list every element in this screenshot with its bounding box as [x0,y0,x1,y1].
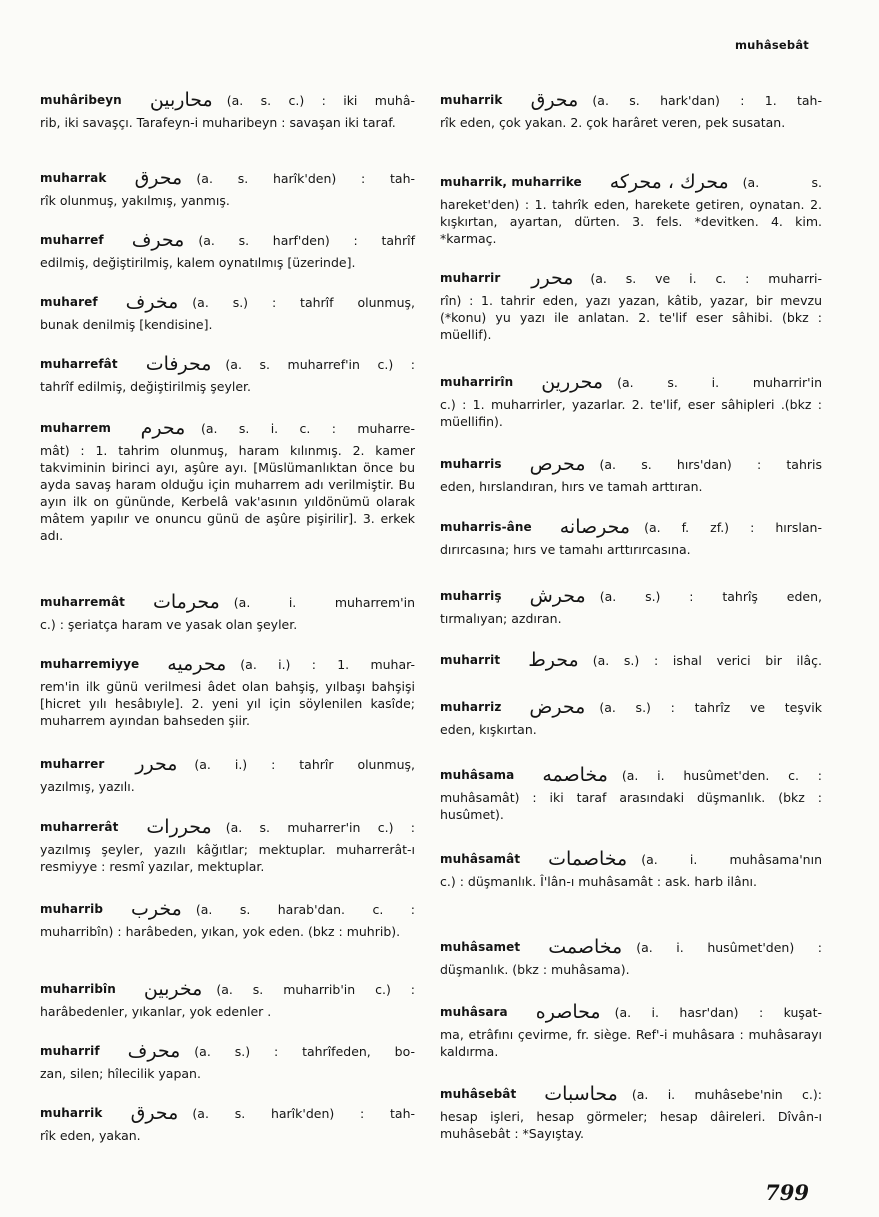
entry-grammar-info: (a. f. zf.) : hırslan- [644,519,822,535]
dictionary-entry [440,370,822,430]
entry-head-line [440,266,822,290]
entry-arabic-script: محرق [130,1102,179,1124]
entry-arabic-script: محاسبات [544,1083,618,1105]
dictionary-entry [40,590,415,633]
entry-definition: mât) : 1. tahrim olunmuş, haram kılınmış. 2. kamer takviminin birinci ayı, aşûre ayı. [Müslümanlıktan önce bu ayda savaş haram olduğu için muharrem adı verilmiştir. Bu ayın ilk on gününde, Kerbelâ vak'asının yıldönümü olarak mâtem yapılır ve onuncu günü de aşûre pişirilir]. 3. erkek adı. [40,443,415,543]
entry-term: muharribîn [40,982,116,996]
entry-head-line [440,763,822,787]
entry-definition: hareket'den) : 1. tahrîk eden, harekete getiren, oynatan. 2. kışkırtan, ayartan, dürten. 3. fels. *devitken. 4. kim. *karmaç. [440,197,822,246]
entry-grammar-info: (a. s. harab'dan. c. : [195,901,415,917]
entry-grammar-info: (a. s. [742,174,822,190]
entry-term: muharrir [440,271,501,285]
entry-term: muharrer [40,757,105,771]
entry-arabic-script: محرط [528,649,579,671]
entry-arabic-script: محرف [127,1040,181,1062]
dictionary-entry [440,515,822,558]
entry-arabic-script: مخاصمه [542,764,608,786]
entry-arabic-script: محاصره [535,1001,601,1023]
entry-grammar-info: (a. s. hark'dan) : 1. tah- [592,92,822,108]
entry-head-line [440,695,822,719]
entry-grammar-info: (a. s. c.) : iki muhâ- [226,92,415,108]
entry-grammar-info: (a. i.) : tahrîr olunmuş, [194,756,415,772]
entry-arabic-script: محرك ، محركه [609,171,729,193]
entry-definition: c.) : şeriatça haram ve yasak olan şeyler. [40,617,298,632]
entry-arabic-script: مخاصمت [548,936,623,958]
dictionary-entry [40,88,415,131]
entry-head-line [440,1082,822,1106]
entry-term: muharris-âne [440,520,532,534]
entry-head-line [40,416,415,440]
entry-term: muharref [40,233,104,247]
entry-grammar-info: (a. i. muhâsama'nın [641,851,822,867]
entry-definition: rîk eden, çok yakan. 2. çok harâret veren, pek susatan. [440,115,786,130]
entry-arabic-script: محرر [531,267,574,289]
entry-arabic-script: محرق [134,167,183,189]
entry-definition: c.) : düşmanlık. Î'lân-ı muhâsamât : ask. harb ilânı. [440,874,757,889]
entry-head-line [440,847,822,871]
entry-grammar-info: (a. s. harîk'den) : tah- [196,170,415,186]
entry-grammar-info: (a. s. harîk'den) : tah- [192,1105,415,1121]
entry-arabic-script: محرمیه [167,653,227,675]
entry-head-line [40,590,415,614]
running-head: muhâsebât [734,38,809,52]
entry-grammar-info: (a. s.) : tahrîz ve teşvik [599,699,822,715]
entry-definition: rîn) : 1. tahrir eden, yazı yazan, kâtib, yazar, bir mevzu (*konu) yu yazı ile anlatan. 2. te'lif eser sâhibi. (bkz : müellif). [440,293,822,342]
entry-arabic-script: محررين [541,371,604,393]
dictionary-entry [40,290,415,333]
entry-grammar-info: (a. s. i. c. : muharre- [200,420,415,436]
entry-definition: rem'in ilk günü verilmesi âdet olan bahşiş, yılbaşı bahşişi [hicret yılı hesâbıyle]. 2. yeni yıl için söylenilen kasîde; muharrem ayından bahseden şiir. [40,679,415,728]
entry-term: muharriş [440,589,502,603]
entry-grammar-info: (a. i. muhâsebe'nin c.): [631,1086,822,1102]
entry-term: muharrirîn [440,375,514,389]
entry-head-line [40,1039,415,1063]
entry-definition: düşmanlık. (bkz : muhâsama). [440,962,630,977]
entry-grammar-info: (a. s. hırs'dan) : tahris [599,456,822,472]
entry-head-line [40,290,415,314]
entry-head-line [40,815,415,839]
entry-grammar-info: (a. i. husûmet'den) : [636,939,822,955]
entry-grammar-info: (a. s.) : tahrîş eden, [599,588,822,604]
entry-term: muharrerât [40,820,119,834]
dictionary-entry [40,652,415,729]
entry-grammar-info: (a. s. ve i. c. : muharri- [590,270,822,286]
entry-term: muharrik [440,93,503,107]
dictionary-entry [440,847,822,890]
entry-arabic-script: محرمات [153,591,220,613]
entry-arabic-script: محرض [529,696,586,718]
entry-head-line [440,584,822,608]
entry-arabic-script: مخرب [131,898,182,920]
entry-head-line [440,170,822,194]
dictionary-entry [40,228,415,271]
entry-term: muharriz [440,700,502,714]
entry-grammar-info: (a. s.) : tahrîf olunmuş, [192,294,415,310]
entry-arabic-script: محرر [135,753,178,775]
entry-definition: muharribîn) : harâbeden, yıkan, yok eden. (bkz : muhrib). [40,924,401,939]
dictionary-entry [440,170,822,247]
entry-definition: rîk eden, yakan. [40,1128,141,1143]
entry-grammar-info: (a. s. muharrib'in c.) : [216,981,415,997]
dictionary-entry [440,1082,822,1142]
entry-head-line [40,228,415,252]
entry-head-line [440,515,822,539]
entry-head-line [40,752,415,776]
entry-definition: muhâsamât) : iki taraf arasındaki düşmanlık. (bkz : husûmet). [440,790,822,822]
entry-grammar-info: (a. s. muharref'in c.) : [225,356,415,372]
entry-grammar-info: (a. s. harf'den) : tahrîf [198,232,415,248]
entry-definition: bunak denilmiş [kendisine]. [40,317,213,332]
dictionary-entry [440,88,822,131]
dictionary-entry [40,1101,415,1144]
entry-head-line [40,977,415,1001]
entry-arabic-script: محرف [131,229,185,251]
entry-arabic-script: محاربين [149,89,213,111]
entry-term: muhâsara [440,1005,508,1019]
dictionary-entry [440,452,822,495]
entry-head-line [40,897,415,921]
entry-term: muharremât [40,595,125,609]
entry-definition: eden, kışkırtan. [440,722,537,737]
entry-definition: tırmalıyan; azdıran. [440,611,562,626]
entry-term: muharrit [440,653,501,667]
dictionary-entry [40,897,415,940]
entry-term: muharef [40,295,98,309]
entry-grammar-info: (a. s.) : ishal verici bir ilâç. [592,652,822,668]
dictionary-entry [40,977,415,1020]
entry-arabic-script: محرفات [145,353,212,375]
entry-arabic-script: محرش [529,585,586,607]
entry-arabic-script: محرصانه [559,516,631,538]
entry-head-line [440,648,822,672]
entry-term: muharrak [40,171,107,185]
entry-grammar-info: (a. i. muharrem'in [233,594,415,610]
dictionary-entry [40,752,415,795]
entry-grammar-info: (a. i. hasr'dan) : kuşat- [614,1004,822,1020]
entry-term: muharris [440,457,502,471]
dictionary-entry [40,416,415,544]
entry-definition: hesap işleri, hesap görmeler; hesap dâireleri. Dîvân-ı muhâsebât : *Sayıştay. [440,1109,822,1141]
entry-arabic-script: محرص [529,453,586,475]
entry-term: muhâsebât [440,1087,517,1101]
dictionary-entry [440,584,822,627]
entry-definition: tahrîf edilmiş, değiştirilmiş şeyler. [40,379,252,394]
entry-definition: ma, etrâfını çevirme, fr. siège. Ref'-i muhâsara : muhâsarayı kaldırma. [440,1027,822,1059]
entry-head-line [40,352,415,376]
entry-definition: edilmiş, değiştirilmiş, kalem oynatılmış [üzerinde]. [40,255,356,270]
entry-arabic-script: مخربين [143,978,203,1000]
entry-grammar-info: (a. i.) : 1. muhar- [240,656,415,672]
entry-arabic-script: محرق [530,89,579,111]
entry-definition: harâbedenler, yıkanlar, yok edenler . [40,1004,272,1019]
entry-term: muhâribeyn [40,93,122,107]
entry-term: muharrif [40,1044,100,1058]
entry-term: muharremiyye [40,657,140,671]
dictionary-entry [440,1000,822,1060]
entry-head-line [440,452,822,476]
entry-term: muhâsamât [440,852,521,866]
entry-grammar-info: (a. s.) : tahrîfeden, bo- [194,1043,415,1059]
dictionary-entry [440,763,822,823]
entry-definition: zan, silen; hîlecilik yapan. [40,1066,201,1081]
entry-definition: yazılmış, yazılı. [40,779,135,794]
entry-term: muharrem [40,421,111,435]
entry-arabic-script: محررات [146,816,212,838]
entry-head-line [40,1101,415,1125]
entry-grammar-info: (a. s. i. muharrir'in [617,374,822,390]
entry-arabic-script: مخرف [125,291,179,313]
entry-definition: dırırcasına; hırs ve tamahı arttırırcasına. [440,542,691,557]
entry-term: muhâsamet [440,940,521,954]
entry-term: muharrik [40,1106,103,1120]
entry-term: muharrik, muharrike [440,175,582,189]
entry-head-line [40,166,415,190]
dictionary-entry [40,352,415,395]
dictionary-entry [40,815,415,875]
page-number: 799 [765,1180,809,1205]
entry-definition: yazılmış şeyler, yazılı kâğıtlar; mektuplar. muharrerât-ı resmiyye : resmî yazılar, mektuplar. [40,842,415,874]
entry-grammar-info: (a. s. muharrer'in c.) : [225,819,415,835]
entry-definition: rîk olunmuş, yakılmış, yanmış. [40,193,230,208]
entry-arabic-script: مخاصمات [548,848,628,870]
entry-term: muharrib [40,902,104,916]
entry-grammar-info: (a. i. husûmet'den. c. : [621,767,822,783]
entry-term: muharrefât [40,357,118,371]
entry-definition: c.) : 1. muharrirler, yazarlar. 2. te'lif, eser sâhipleri .(bkz : müellifin). [440,397,822,429]
entry-head-line [440,1000,822,1024]
dictionary-entry [440,648,822,672]
entry-definition: rib, iki savaşçı. Tarafeyn-i muharibeyn : savaşan iki taraf. [40,115,396,130]
entry-term: muhâsama [440,768,515,782]
entry-head-line [440,370,822,394]
entry-head-line [40,652,415,676]
dictionary-entry [440,695,822,738]
entry-arabic-script: محرم [140,417,186,439]
entry-head-line [40,88,415,112]
entry-definition: eden, hırslandıran, hırs ve tamah arttıran. [440,479,703,494]
dictionary-entry [440,935,822,978]
entry-head-line [440,935,822,959]
dictionary-entry [440,266,822,343]
dictionary-entry [40,1039,415,1082]
entry-head-line [440,88,822,112]
dictionary-entry [40,166,415,209]
